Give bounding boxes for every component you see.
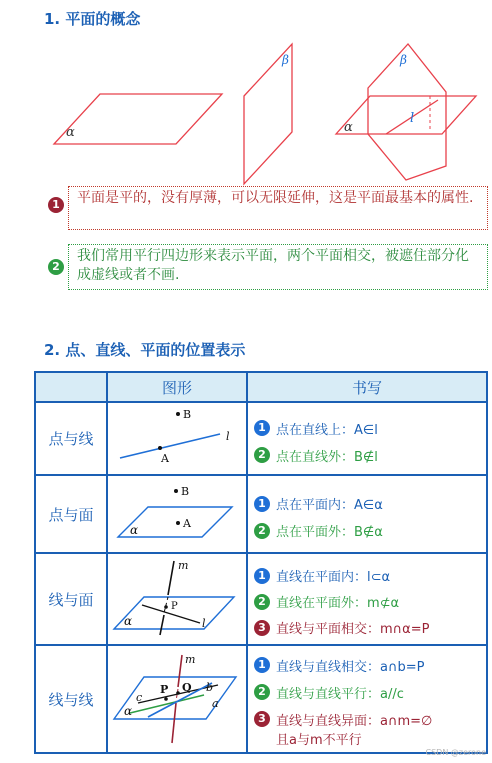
figure-line-line: [107, 645, 247, 753]
note1-box: 平面是平的，没有厚薄，可以无限延伸，这是平面最基本的属性.: [68, 186, 488, 230]
row-label-point-plane: 点与面: [35, 475, 107, 553]
fig4-P: P: [160, 683, 169, 696]
row-label-line-line: 线与线: [35, 645, 107, 753]
row-label-line-plane: 线与面: [35, 553, 107, 645]
plane-beta-label: β: [282, 53, 289, 67]
note2-box: 我们常用平行四边形来表示平面，两个平面相交，被遮住部分化成虚线或者不画.: [68, 244, 488, 290]
intersect-l-label: l: [410, 111, 415, 126]
position-table: [34, 371, 488, 754]
fig2-B: B: [181, 485, 190, 498]
fig1-B: B: [183, 408, 192, 421]
fig2-A: A: [183, 517, 191, 530]
header-empty: [35, 372, 107, 402]
plane-figures: [0, 30, 492, 190]
figure-line-plane: [107, 553, 247, 645]
intersect-plane-beta: [368, 44, 446, 180]
writing-line-line: [247, 645, 487, 753]
fig3-m: m: [178, 559, 189, 572]
writing-point-line: [247, 402, 487, 475]
figure-point-line: [107, 402, 247, 475]
intersect-beta-label: β: [400, 53, 407, 67]
fig1-l: l: [226, 430, 230, 443]
fig4-m: m: [185, 653, 196, 666]
note2-number: 2: [48, 259, 64, 275]
fig4-a: a: [212, 697, 219, 710]
section2-title: 2. 点、直线、平面的位置表示: [44, 341, 246, 359]
fig4-alpha: α: [124, 704, 133, 718]
fig3-alpha: α: [124, 614, 133, 628]
plane-alpha-label: α: [66, 125, 75, 140]
writing-row1-item1: 1 点在直线上：A∈l: [254, 419, 492, 438]
fig3-P: P: [171, 601, 178, 612]
intersect-alpha-label: α: [344, 120, 353, 135]
fig4-Q: Q: [182, 681, 192, 694]
writing-row2-item2: 2 点在平面外：B∉α: [254, 521, 492, 540]
fig1-A: A: [161, 452, 169, 465]
fig3-l: l: [202, 617, 206, 630]
note1-number: 1: [48, 197, 64, 213]
writing-point-plane: [247, 475, 487, 553]
writing-row4-item2: 2 直线与直线平行：a//c: [254, 683, 492, 702]
writing-row4-item1: 1 直线与直线相交：a∩b=P: [254, 656, 492, 675]
writing-row2-item1: 1 点在平面内：A∈α: [254, 494, 492, 513]
watermark: CSDN @zerone: [425, 748, 486, 757]
writing-row3-item3: 3 直线与平面相交：m∩α=P: [254, 618, 492, 637]
writing-row1-item2: 2 点在直线外：B∉l: [254, 446, 492, 465]
fig4-c: c: [136, 691, 143, 704]
writing-row4-item3: 3 直线与直线异面：a∩m=∅: [254, 710, 492, 729]
writing-row4-item3-cont: 且a与m不平行: [276, 732, 362, 748]
plane-alpha-shape: [54, 94, 222, 144]
header-figure: 图形: [107, 372, 247, 402]
row-label-point-line: 点与线: [35, 402, 107, 475]
figure-point-plane: [107, 475, 247, 553]
writing-line-plane: [247, 553, 487, 645]
intersect-plane-alpha: [336, 96, 476, 134]
writing-row3-item1: 1 直线在平面内：l⊂α: [254, 566, 492, 585]
header-writing: 书写: [247, 372, 487, 402]
fig2-alpha: α: [130, 523, 139, 537]
fig4-b: b: [206, 681, 214, 694]
section1-title: 1. 平面的概念: [44, 10, 141, 28]
writing-row3-item2: 2 直线在平面外：m⊄α: [254, 592, 492, 611]
